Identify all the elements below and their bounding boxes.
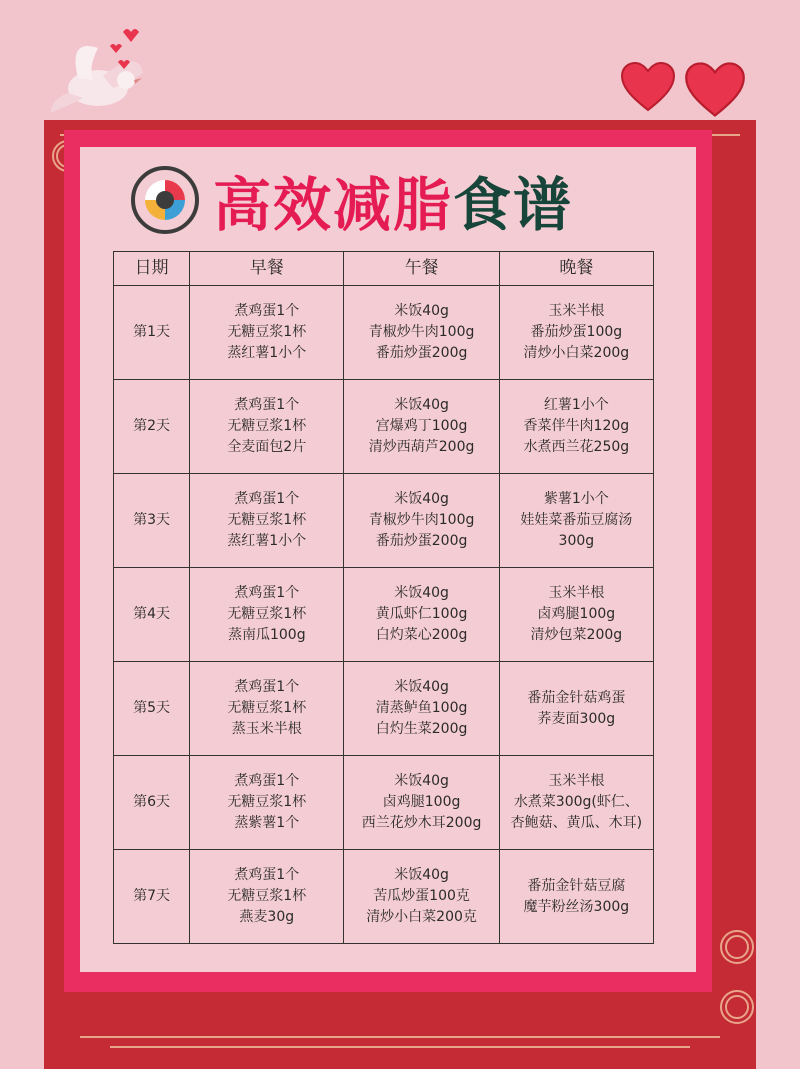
meal-item: 玉米半根 [548,585,605,601]
title-part-1: 高效减脂 [213,171,454,239]
meal-item: 米饭40g [394,585,449,601]
meal-item: 水煮菜300g(虾仁、 [513,794,639,810]
meal-item: 米饭40g [394,867,449,883]
meal-item: 苦瓜炒蛋100克 [373,888,470,904]
meal-item: 全麦面包2片 [227,439,307,455]
table-row [114,380,654,474]
meal-item: 番茄金针菇鸡蛋 [527,689,626,706]
meal-item: 荞麦面300g [537,710,616,727]
meal-item: 番茄炒蛋200g [375,345,468,361]
meal-item: 青椒炒牛肉100g [368,512,475,528]
meal-item: 红薯1小个 [543,397,609,413]
meal-item: 白灼菜心200g [375,627,468,643]
meal-plan-table [113,251,654,944]
header-dinner: 晚餐 [499,252,653,286]
meal-item: 清炒小白菜200克 [366,909,477,925]
meal-item: 煮鸡蛋1个 [234,773,300,789]
dinner-cell [499,568,653,662]
breakfast-cell [190,286,344,380]
dove-icon [48,18,148,128]
day-cell: 第2天 [114,380,190,474]
breakfast-cell [190,474,344,568]
meal-item: 白灼生菜200g [375,721,468,737]
meal-item: 玉米半根 [548,303,605,319]
meal-item: 宫爆鸡丁100g [375,418,468,434]
dinner-cell [499,662,653,756]
gold-border-line [80,1036,720,1038]
day-cell: 第3天 [114,474,190,568]
meal-item: 米饭40g [394,491,449,507]
meal-item: 黄瓜虾仁100g [375,606,468,622]
lunch-cell [344,380,499,474]
day-cell: 第6天 [114,756,190,850]
meal-item: 煮鸡蛋1个 [234,303,300,319]
meal-item: 无糖豆浆1杯 [227,606,307,622]
dinner-cell [499,286,653,380]
meal-item: 蒸南瓜100g [227,627,306,643]
lunch-cell [344,850,499,944]
lunch-cell [344,662,499,756]
day-cell: 第1天 [114,286,190,380]
meal-item: 清炒小白菜200g [523,345,630,361]
table-header-row [114,252,654,286]
day-cell: 第7天 [114,850,190,944]
day-cell: 第4天 [114,568,190,662]
header-breakfast: 早餐 [190,252,344,286]
meal-item: 煮鸡蛋1个 [234,585,300,601]
meal-item: 无糖豆浆1杯 [227,888,307,904]
meal-item: 番茄炒蛋200g [375,533,468,549]
meal-item: 无糖豆浆1杯 [227,324,307,340]
table-row [114,474,654,568]
lunch-cell [344,756,499,850]
lunch-cell [344,286,499,380]
meal-item: 清蒸鲈鱼100g [375,700,468,716]
swirl-ornament [725,995,749,1019]
meal-item: 无糖豆浆1杯 [227,512,307,528]
meal-item: 清炒包菜200g [530,627,623,643]
header-lunch: 午餐 [344,252,499,286]
meal-item: 番茄炒蛋100g [530,324,623,340]
meal-item: 青椒炒牛肉100g [368,324,475,340]
meal-item: 蒸红薯1小个 [227,533,307,549]
meal-item: 蒸玉米半根 [231,721,302,737]
meal-item: 香菜伴牛肉120g [523,418,630,434]
breakfast-cell [190,380,344,474]
lunch-cell [344,568,499,662]
meal-item: 300g [558,533,595,549]
logo-icon [131,166,199,234]
meal-item: 煮鸡蛋1个 [234,491,300,507]
meal-item: 清炒西葫芦200g [368,439,475,455]
heart-icon [620,62,676,112]
dinner-cell [499,756,653,850]
meal-item: 杏鲍菇、黄瓜、木耳) [510,815,643,831]
dinner-cell [499,850,653,944]
table-row [114,756,654,850]
meal-item: 燕麦30g [239,909,295,925]
day-cell: 第5天 [114,662,190,756]
meal-item: 蒸紫薯1个 [234,815,300,831]
heart-icon [684,62,746,118]
swirl-ornament [725,935,749,959]
breakfast-cell [190,850,344,944]
meal-item: 玉米半根 [548,773,605,789]
meal-item: 无糖豆浆1杯 [227,418,307,434]
breakfast-cell [190,756,344,850]
meal-item: 卤鸡腿100g [382,794,461,810]
header-date: 日期 [114,252,190,286]
meal-item: 番茄金针菇豆腐 [527,877,626,894]
breakfast-cell [190,568,344,662]
meal-item: 娃娃菜番茄豆腐汤 [520,512,633,528]
table-row [114,850,654,944]
meal-item: 无糖豆浆1杯 [227,700,307,716]
meal-item: 魔芋粉丝汤300g [523,898,630,915]
page-title [213,158,573,242]
dinner-cell [499,474,653,568]
meal-item: 煮鸡蛋1个 [234,679,300,695]
meal-item: 米饭40g [394,679,449,695]
gold-border-line [110,1046,690,1048]
meal-item: 无糖豆浆1杯 [227,794,307,810]
meal-item: 西兰花炒木耳200g [361,815,482,831]
table-row [114,286,654,380]
meal-item: 卤鸡腿100g [537,606,616,622]
lunch-cell [344,474,499,568]
meal-item: 蒸红薯1小个 [227,345,307,361]
title-part-2: 食谱 [453,171,574,239]
meal-item: 米饭40g [394,397,449,413]
title-row [131,160,573,240]
table-row [114,568,654,662]
dinner-cell [499,380,653,474]
meal-item: 煮鸡蛋1个 [234,867,300,883]
breakfast-cell [190,662,344,756]
meal-item: 紫薯1小个 [543,491,609,507]
meal-item: 米饭40g [394,773,449,789]
table-row [114,662,654,756]
meal-item: 米饭40g [394,303,449,319]
meal-item: 水煮西兰花250g [523,439,630,455]
meal-item: 煮鸡蛋1个 [234,397,300,413]
